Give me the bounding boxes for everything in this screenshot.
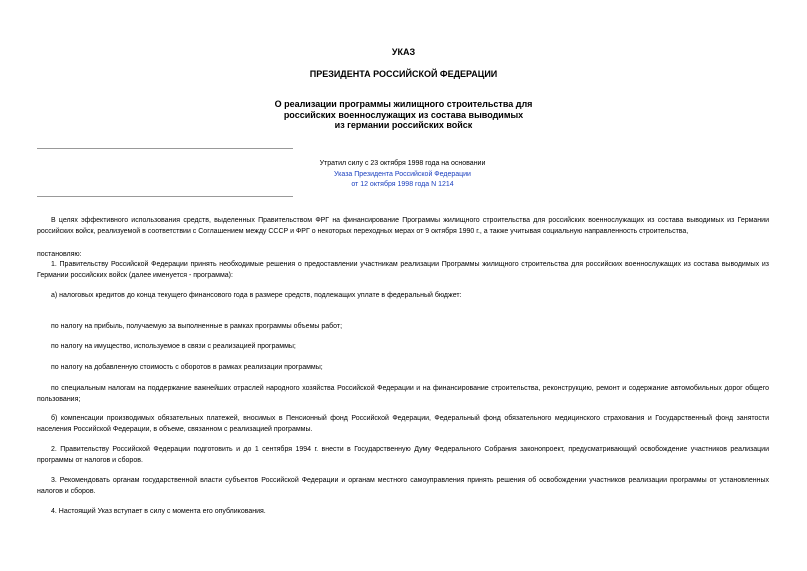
- status-note-text: Утратил силу с 23 октября 1998 года на основании: [319, 160, 486, 167]
- clause-2-paragraph: 2. Правительству Российской Федерации подготовить и до 1 сентября 1994 г. внести в Государственную Думу Федерального Собрания законопроект, предусматривающий освобождение участников реализации программы от налогов и сборов.: [37, 446, 769, 464]
- status-link-decree[interactable]: Указа Президента Российской Федерации: [334, 170, 471, 178]
- divider-bottom: [37, 196, 293, 197]
- decree-title-line-2: российских военнослужащих из состава выводимых: [283, 109, 524, 120]
- clause-3-paragraph: 3. Рекомендовать органам государственной власти субъектов Российской Федерации и органам местного самоуправления принять решения об освобождении участников реализации программы от установленных налогов и сборов.: [37, 477, 769, 495]
- clause-4-paragraph: 4. Настоящий Указ вступает в силу с момента его опубликования.: [51, 508, 266, 515]
- status-note: [300, 159, 505, 191]
- decree-title-line-1: О реализации программы жилищного строительства для: [274, 99, 533, 109]
- tax-item-property: по налогу на имущество, используемое в связи с реализацией программы;: [51, 343, 296, 350]
- resolution-word: постановляю:: [37, 251, 82, 258]
- clause-1b-paragraph: б) компенсации производимых обязательных платежей, вносимых в Пенсионный фонд Российской Федерации, Федеральный фонд обязательного медицинского страхования и Государственный фонд занятости населения Российской Федерации, в объеме, связанном с реализацией программы.: [37, 415, 769, 433]
- divider-top: [37, 148, 293, 149]
- tax-item-vat: по налогу на добавленную стоимость с оборотов в рамках реализации программы;: [51, 364, 323, 371]
- tax-item-profit: по налогу на прибыль, получаемую за выполненные в рамках программы объемы работ;: [51, 323, 343, 330]
- decree-title-line-3: из германии российских войск: [334, 120, 473, 130]
- decree-title: [0, 99, 807, 131]
- decree-type-heading: УКАЗ: [391, 47, 416, 57]
- issuer-heading: ПРЕЗИДЕНТА РОССИЙСКОЙ ФЕДЕРАЦИИ: [309, 69, 498, 79]
- tax-item-special: по специальным налогам на поддержание важнейших отраслей народного хозяйства Российской Федерации и на финансирование строительства, реконструкцию, ремонт и содержание автомобильных дорог общего пользования;: [37, 385, 769, 403]
- preamble-paragraph: В целях эффективного использования средств, выделенных Правительством ФРГ на финансирование Программы жилищного строительства для российских военнослужащих из состава выводимых из Германии российских войск, реализуемой в соответствии с Соглашением между СССР и ФРГ о некоторых переходных мерах от 9 октября 1990 г., а также учитывая социальную направленность строительства,: [37, 217, 769, 235]
- status-link-date[interactable]: от 12 октября 1998 года N 1214: [351, 181, 454, 188]
- clause-1a-paragraph: а) налоговых кредитов до конца текущего финансового года в размере средств, подлежащих уплате в федеральный бюджет:: [51, 292, 462, 299]
- clause-1-paragraph: 1. Правительству Российской Федерации принять необходимые решения о предоставлении участникам реализации Программы жилищного строительства для российских военнослужащих из состава выводимых из Германии российских войск (далее именуется - программа):: [37, 261, 769, 279]
